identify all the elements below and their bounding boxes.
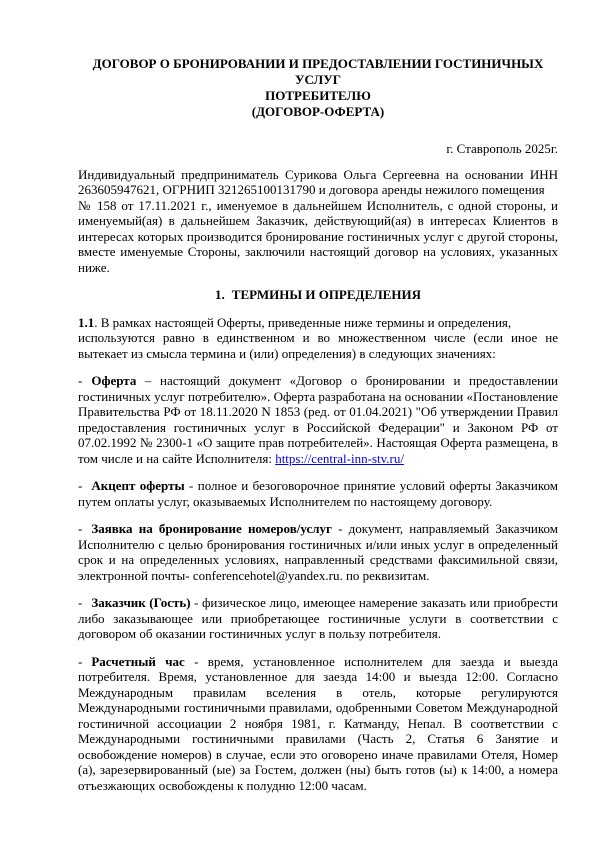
preamble-part-1: Индивидуальный предприниматель Сурикова Ольга Сергеевна на основании ИНН 263605947621, ОГРНИП 321265100131790 и договора аренды нежилого помещения <box>78 166 558 197</box>
term-raschetny-chas <box>78 654 558 794</box>
document-title-line-1: ДОГОВОР О БРОНИРОВАНИИ И ПРЕДОСТАВЛЕНИИ ГОСТИНИЧНЫХ УСЛУГ <box>92 56 544 87</box>
term-oferta <box>78 373 558 466</box>
section-1-heading-text: ТЕРМИНЫ И ОПРЕДЕЛЕНИЯ <box>231 287 421 302</box>
bullet-dash: - <box>78 595 83 610</box>
clause-1-1-intro: . В рамках настоящей Оферты, приведенные ниже термины и определения, <box>94 314 512 330</box>
preamble-paragraph <box>78 167 558 276</box>
term-akcept-oferty-definition: - полное и безоговорочное принятие условий оферты Заказчиком путем оплаты услуг, оказываемых Исполнителем по настоящему договору. <box>78 478 559 509</box>
preamble-part-2: № 158 от 17.11.2021 г., именуемое в дальнейшем Исполнитель, с одной стороны, и именуемый(ая) в дальнейшем Заказчик, действующий(ая) в интересах Клиентов в интересах которых производится бронирование гостиничных услуг с другой стороны, вместе именуемые Стороны, заключили настоящий договор на условиях, указанных ниже. <box>78 197 558 275</box>
term-zayavka-definition: - документ, направляемый Заказчиком Исполнителю с целью бронирования гостиничных и/или иных услуг в определенный срок и на определенных условиях, направленный средствами факсимильной связи, электронной почты- conferencehotel@yandex.ru. по реквизитам. <box>78 521 558 583</box>
bullet-dash: - <box>78 373 83 388</box>
bullet-dash: - <box>78 521 83 536</box>
section-1-number: 1. <box>215 287 225 302</box>
city-and-year: г. Ставрополь 2025г. <box>446 141 558 156</box>
term-zakazchik-name: Заказчик (Гость) <box>91 595 191 610</box>
document-title <box>78 56 558 120</box>
term-akcept-oferty <box>78 478 558 509</box>
document-title-line-2: ПОТРЕБИТЕЛЮ <box>265 88 371 103</box>
term-oferta-name: Оферта <box>91 373 137 388</box>
bullet-dash: - <box>78 478 83 493</box>
bullet-dash: - <box>78 653 83 669</box>
term-zakazchik-definition: - физическое лицо, имеющее намерение заказать или приобрести либо заказывающее или приобретающее гостиничные услуги в соответствии с договором об оказании гостиничных услуг в пользу потребителя. <box>78 595 558 641</box>
document-title-line-3: (ДОГОВОР-ОФЕРТА) <box>251 104 385 119</box>
term-oferta-definition: – настоящий документ «Договор о бронировании и предоставлении гостиничных услуг потребителю». Оферта разработана на основании «Постановление Правительства РФ от 18.11.2020 N 1853 (ред. от 01.04.2021) "Об утверждении Правил предоставления гостиничных услуг в Российской Федерации" и Законом РФ от 07.02.1992 № 2300-1 «О защите прав потребителей». Настоящая Оферта размещена, в том числе и на сайте Исполнителя: <box>78 373 558 466</box>
clause-1-1 <box>78 315 558 362</box>
clause-1-1-continuation: используются равно в единственном и во множественном числе (если иное не вытекает из смысла термина и (или) определения) в следующих значениях: <box>78 330 558 361</box>
term-raschetny-chas-definition: - время, установленное исполнителем для заезда и выезда потребителя. Время, установленное для заезда 14:00 и выезда 12:00. Согласно Международным правилам вселения в отель, которые регулируются Международными гостиничными правилами, одобренными Советом Международной гостиничной ассоциации 2 ноября 1981, г. Катманду, Непал. В соответствии с Международными гостиничными правилами (Часть 2, Статья 6 Занятие и освобождение номеров) в случае, если это оговорено иначе правилами Отеля, Номер (а), зарезервированный (ые) за Гостем, должен (ны) быть готов (ы) к 14:00, а номера отъезжающих освобождены к полудню 12:00 часам. <box>78 653 558 793</box>
term-zakazchik <box>78 595 558 642</box>
clause-1-1-number: 1.1 <box>78 314 95 330</box>
executor-website-link[interactable]: https://central-inn-stv.ru/ <box>275 450 404 466</box>
section-1-heading <box>78 287 558 303</box>
term-akcept-oferty-name: Акцепт оферты <box>91 478 185 493</box>
term-zayavka-name: Заявка на бронирование номеров/услуг <box>91 521 332 536</box>
term-raschetny-chas-name: Расчетный час <box>91 653 185 669</box>
term-zayavka <box>78 521 558 583</box>
